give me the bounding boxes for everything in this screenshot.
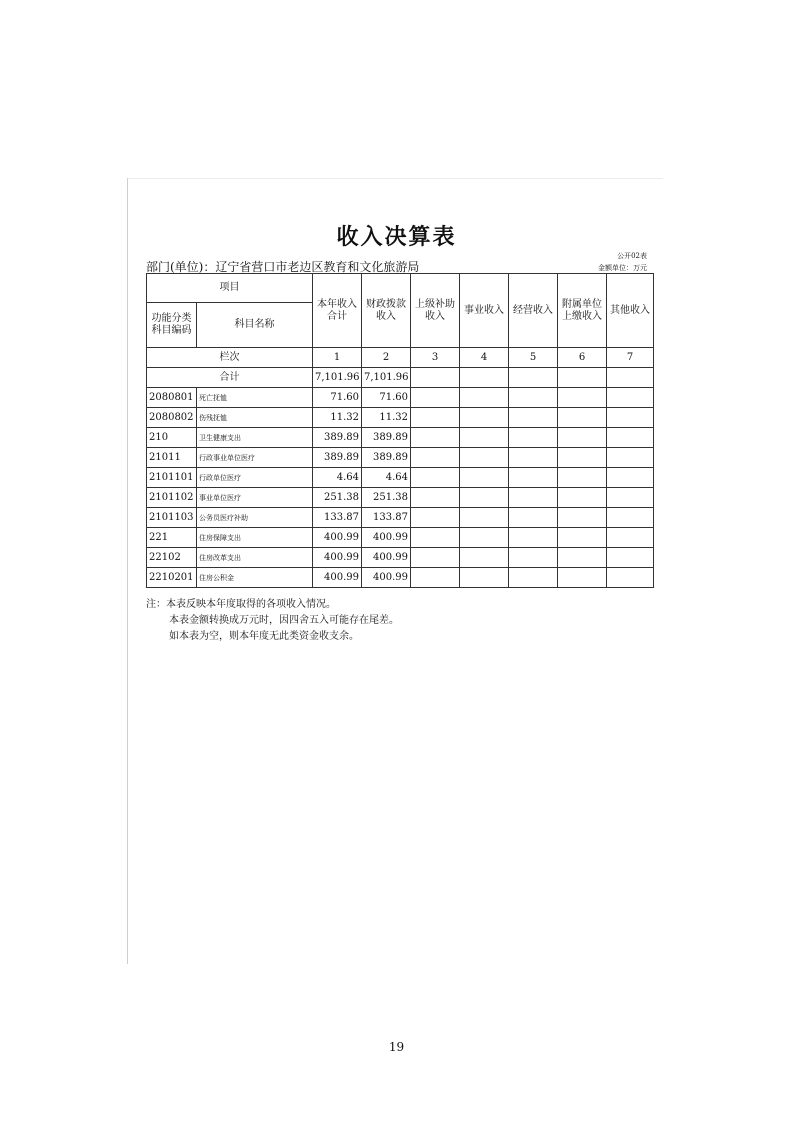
note-line: 注：本表反映本年度取得的各项收入情况。 <box>146 599 336 610</box>
column-number: 7 <box>607 348 654 368</box>
page-title: 收入决算表 <box>336 225 457 250</box>
table-row <box>147 448 654 468</box>
column-index-row <box>147 348 654 368</box>
table-row <box>147 568 654 588</box>
row-total: 133.87 <box>313 508 362 528</box>
page-left-rule <box>127 178 128 964</box>
header-row-group <box>147 274 654 303</box>
row-total: 389.89 <box>313 448 362 468</box>
table-row <box>147 408 654 428</box>
row-fiscal: 133.87 <box>362 508 411 528</box>
page-number: 19 <box>388 1040 405 1054</box>
row-code: 2210201 <box>147 568 197 588</box>
row-total: 11.32 <box>313 408 362 428</box>
column-number: 1 <box>313 348 362 368</box>
row-code: 22102 <box>147 548 197 568</box>
table-row <box>147 528 654 548</box>
table-row <box>147 488 654 508</box>
table-row <box>147 468 654 488</box>
row-name: 公务员医疗补助 <box>197 508 313 528</box>
row-code: 2101102 <box>147 488 197 508</box>
row-fiscal: 389.89 <box>362 448 411 468</box>
department-label: 部门(单位)：辽宁省营口市老边区教育和文化旅游局 <box>146 260 420 274</box>
row-fiscal: 71.60 <box>362 388 411 408</box>
row-fiscal: 389.89 <box>362 428 411 448</box>
col-header-other: 其他收入 <box>607 274 654 348</box>
row-code: 2080802 <box>147 408 197 428</box>
note-line: 本表金额转换成万元时，因四舍五入可能存在尾差。 <box>169 615 399 626</box>
row-fiscal: 4.64 <box>362 468 411 488</box>
row-code: 21011 <box>147 448 197 468</box>
row-name: 死亡抚恤 <box>197 388 313 408</box>
row-code: 2080801 <box>147 388 197 408</box>
page-top-rule <box>128 178 663 179</box>
row-name: 行政事业单位医疗 <box>197 448 313 468</box>
row-fiscal: 251.38 <box>362 488 411 508</box>
note-line: 如本表为空，则本年度无此类资金收支余。 <box>169 631 359 642</box>
total-amount: 7,101.96 <box>313 368 362 388</box>
table-row <box>147 548 654 568</box>
row-total: 400.99 <box>313 528 362 548</box>
row-name: 住房公积金 <box>197 568 313 588</box>
row-total: 389.89 <box>313 428 362 448</box>
col-header-affiliated: 附属单位上缴收入 <box>558 274 607 348</box>
row-name: 事业单位医疗 <box>197 488 313 508</box>
row-total: 251.38 <box>313 488 362 508</box>
amount-unit: 金额单位：万元 <box>598 264 647 272</box>
row-code: 2101101 <box>147 468 197 488</box>
col-header-operating: 经营收入 <box>509 274 558 348</box>
row-fiscal: 400.99 <box>362 528 411 548</box>
column-number: 2 <box>362 348 411 368</box>
row-name: 住房改革支出 <box>197 548 313 568</box>
row-name: 行政单位医疗 <box>197 468 313 488</box>
row-name: 伤残抚恤 <box>197 408 313 428</box>
col-header-fiscal: 财政拨款收入 <box>362 274 411 348</box>
row-code: 2101103 <box>147 508 197 528</box>
row-name: 卫生健康支出 <box>197 428 313 448</box>
row-total: 400.99 <box>313 568 362 588</box>
table-row <box>147 388 654 408</box>
table-row <box>147 508 654 528</box>
name-header: 科目名称 <box>197 303 313 348</box>
table-row <box>147 428 654 448</box>
column-number: 3 <box>411 348 460 368</box>
column-number: 5 <box>509 348 558 368</box>
row-fiscal: 400.99 <box>362 568 411 588</box>
income-table <box>146 273 654 588</box>
row-fiscal: 11.32 <box>362 408 411 428</box>
code-header: 功能分类科目编码 <box>147 303 197 348</box>
row-code: 210 <box>147 428 197 448</box>
row-name: 住房保障支出 <box>197 528 313 548</box>
column-number: 6 <box>558 348 607 368</box>
row-total: 400.99 <box>313 548 362 568</box>
column-index-label: 栏次 <box>147 348 313 368</box>
row-total: 71.60 <box>313 388 362 408</box>
row-total: 4.64 <box>313 468 362 488</box>
form-number: 公开02表 <box>617 252 647 260</box>
total-row <box>147 368 654 388</box>
item-group-header: 项目 <box>147 274 313 303</box>
col-header-total: 本年收入合计 <box>313 274 362 348</box>
col-header-business: 事业收入 <box>460 274 509 348</box>
col-header-superior-subsidy: 上级补助收入 <box>411 274 460 348</box>
table-notes <box>146 597 399 645</box>
total-fiscal: 7,101.96 <box>362 368 411 388</box>
row-code: 221 <box>147 528 197 548</box>
column-number: 4 <box>460 348 509 368</box>
row-fiscal: 400.99 <box>362 548 411 568</box>
total-label: 合计 <box>147 368 313 388</box>
